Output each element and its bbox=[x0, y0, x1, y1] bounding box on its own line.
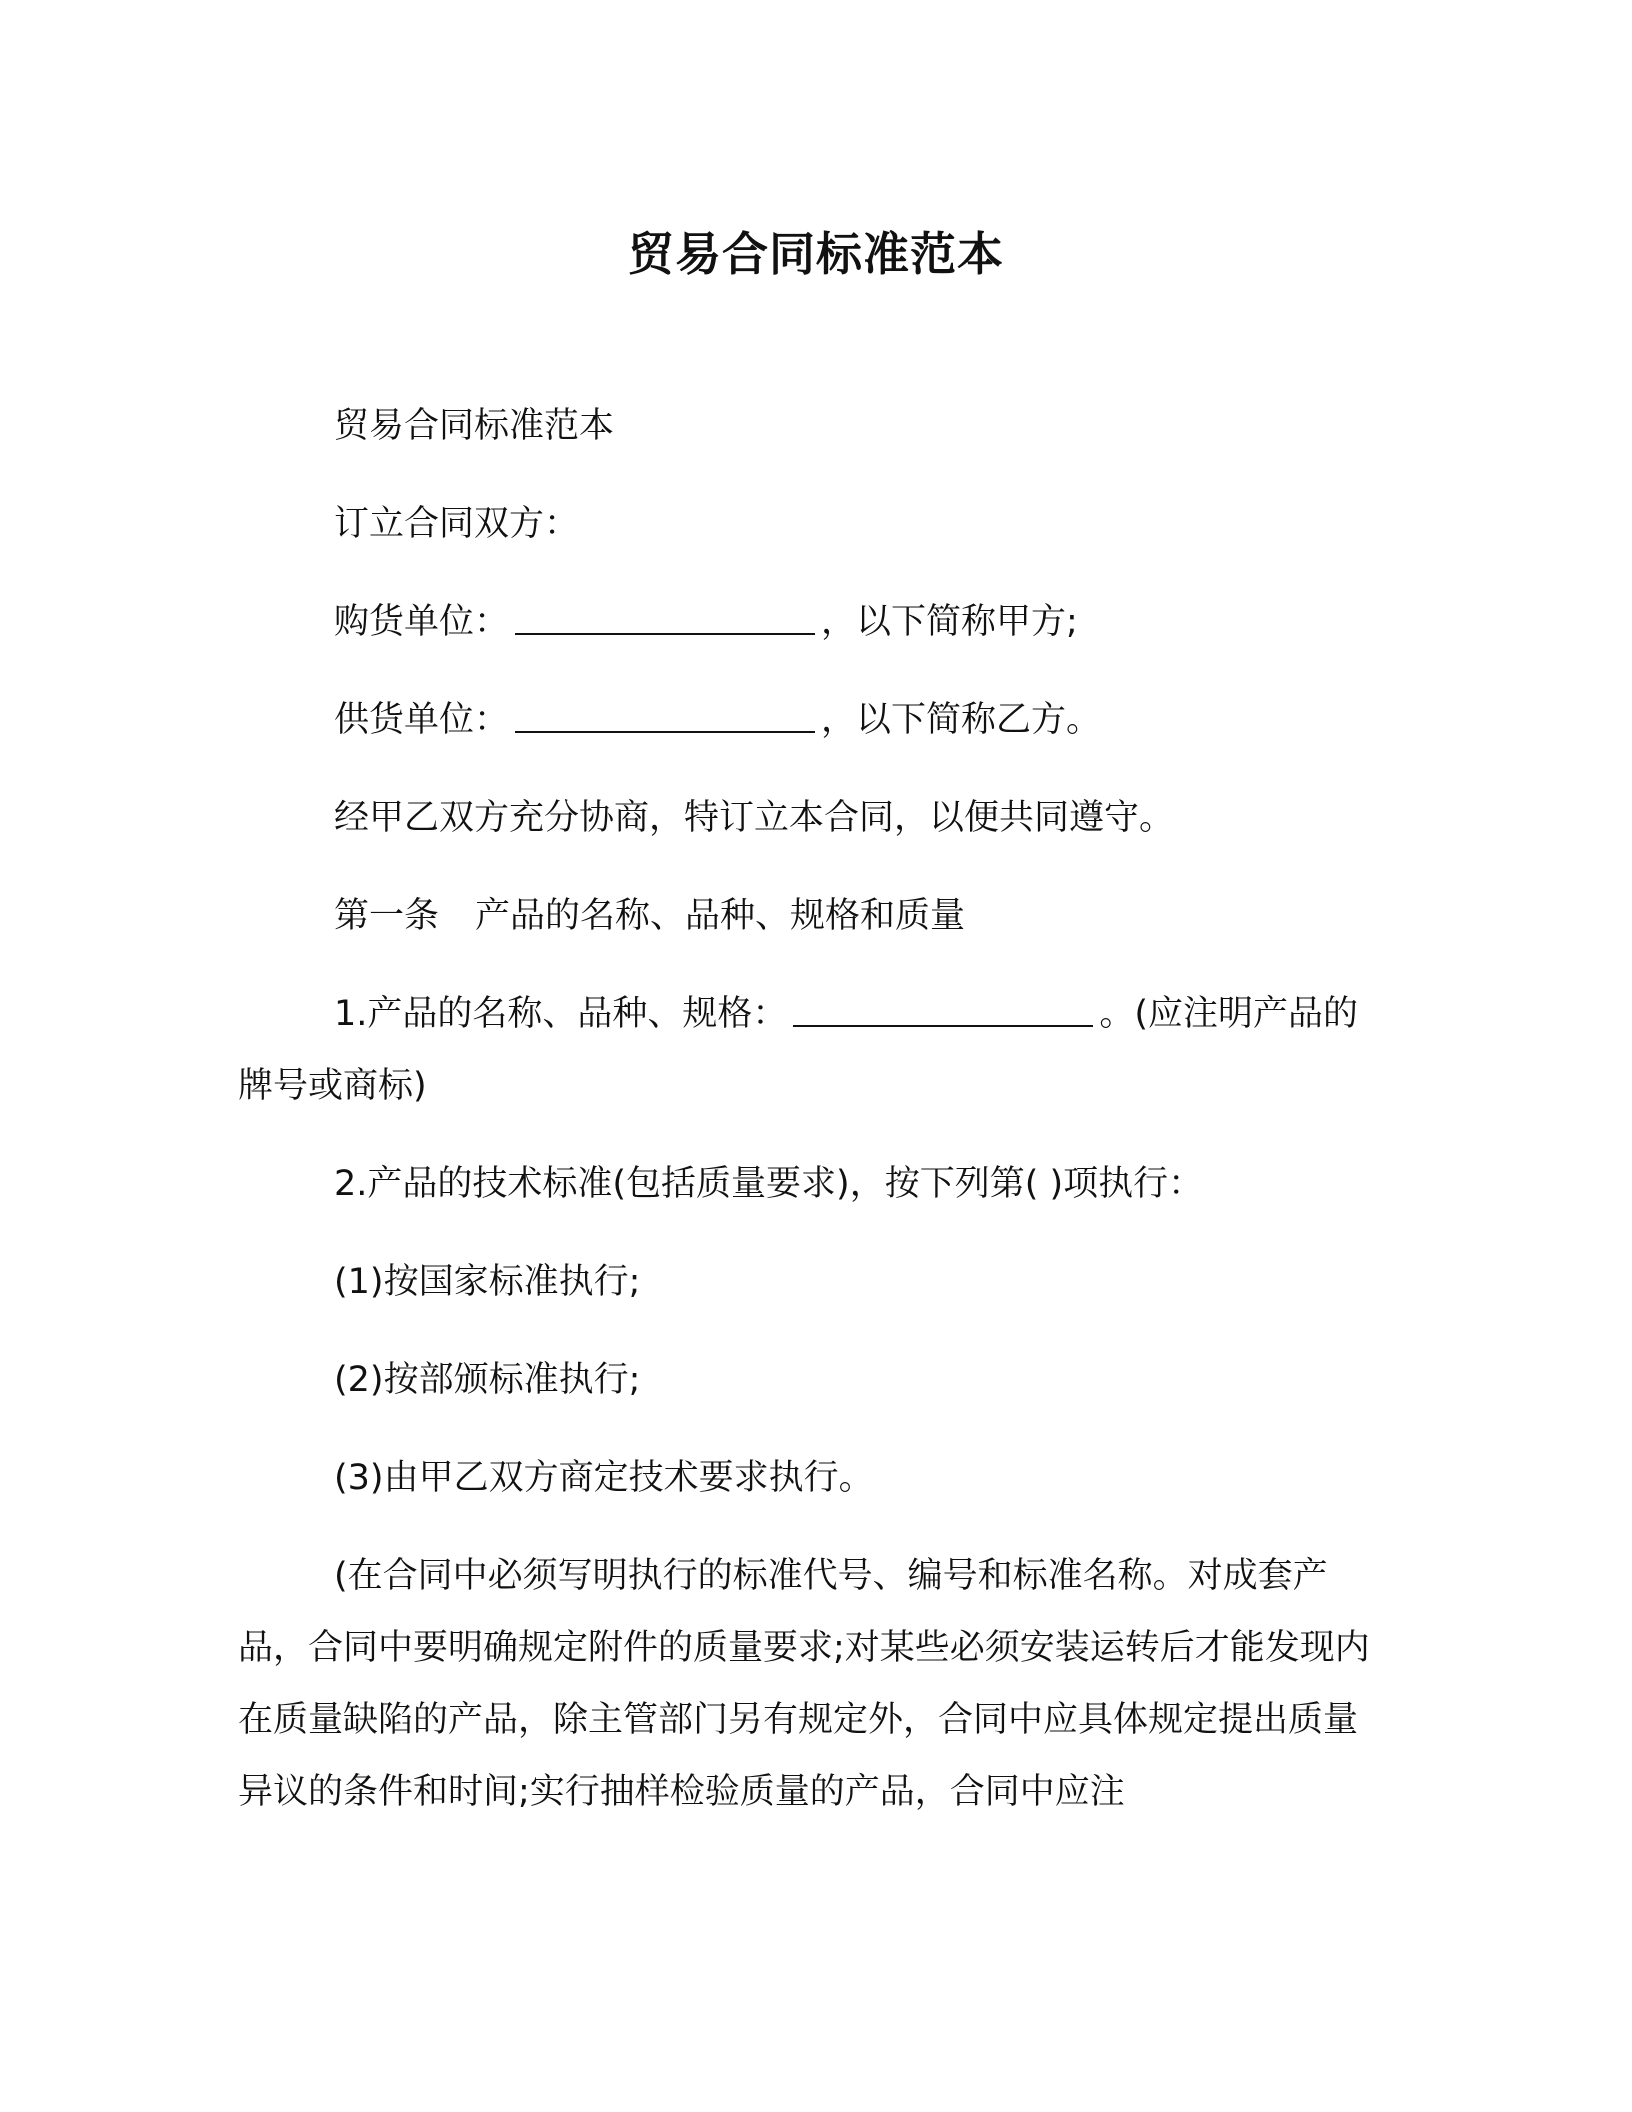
buyer-label: 购货单位： bbox=[334, 602, 510, 642]
paragraph-option-three: (3)由甲乙双方商定技术要求执行。 bbox=[334, 1458, 874, 1498]
document-title: 贸易合同标准范本 bbox=[628, 227, 1004, 281]
paragraph-article-one bbox=[238, 880, 1388, 952]
paragraph-note: (在合同中必须写明执行的标准代号、编号和标准名称。对成套产品，合同中要明确规定附件的质量要求;对某些必须安装运转后才能发现内在质量缺陷的产品，除主管部门另有规定外，合同中应具体规定提出质量异议的条件和时间;实行抽样检验质量的产品，合同中应注 bbox=[238, 1556, 1370, 1812]
paragraph-item-one bbox=[238, 978, 1388, 1122]
item-one-blank-line bbox=[793, 995, 1093, 1027]
article-number: 第一条 bbox=[334, 896, 440, 936]
supplier-suffix: ，以下简称乙方。 bbox=[821, 700, 1102, 740]
buyer-blank-line bbox=[515, 603, 815, 635]
paragraph-buyer bbox=[238, 586, 1388, 658]
paragraph-option-one: (1)按国家标准执行; bbox=[334, 1262, 641, 1302]
paragraph-item-two: 2.产品的技术标准(包括质量要求)，按下列第( )项执行： bbox=[334, 1164, 1204, 1204]
paragraph-agreement: 经甲乙双方充分协商，特订立本合同，以便共同遵守。 bbox=[334, 798, 1175, 838]
paragraph-option-two: (2)按部颁标准执行; bbox=[334, 1360, 641, 1400]
document-body bbox=[238, 390, 1388, 1854]
paragraph-parties: 订立合同双方： bbox=[334, 504, 580, 544]
supplier-blank-line bbox=[515, 701, 815, 733]
paragraph-supplier bbox=[238, 684, 1388, 756]
article-heading: 产品的名称、品种、规格和质量 bbox=[475, 896, 966, 936]
item-one-suffix: 。(应注明产品的牌号或商标) bbox=[238, 994, 1359, 1106]
paragraph-subtitle: 贸易合同标准范本 bbox=[334, 406, 615, 446]
supplier-label: 供货单位： bbox=[334, 700, 510, 740]
item-one-label: 1.产品的名称、品种、规格： bbox=[334, 994, 788, 1034]
buyer-suffix: ，以下简称甲方; bbox=[821, 602, 1078, 642]
